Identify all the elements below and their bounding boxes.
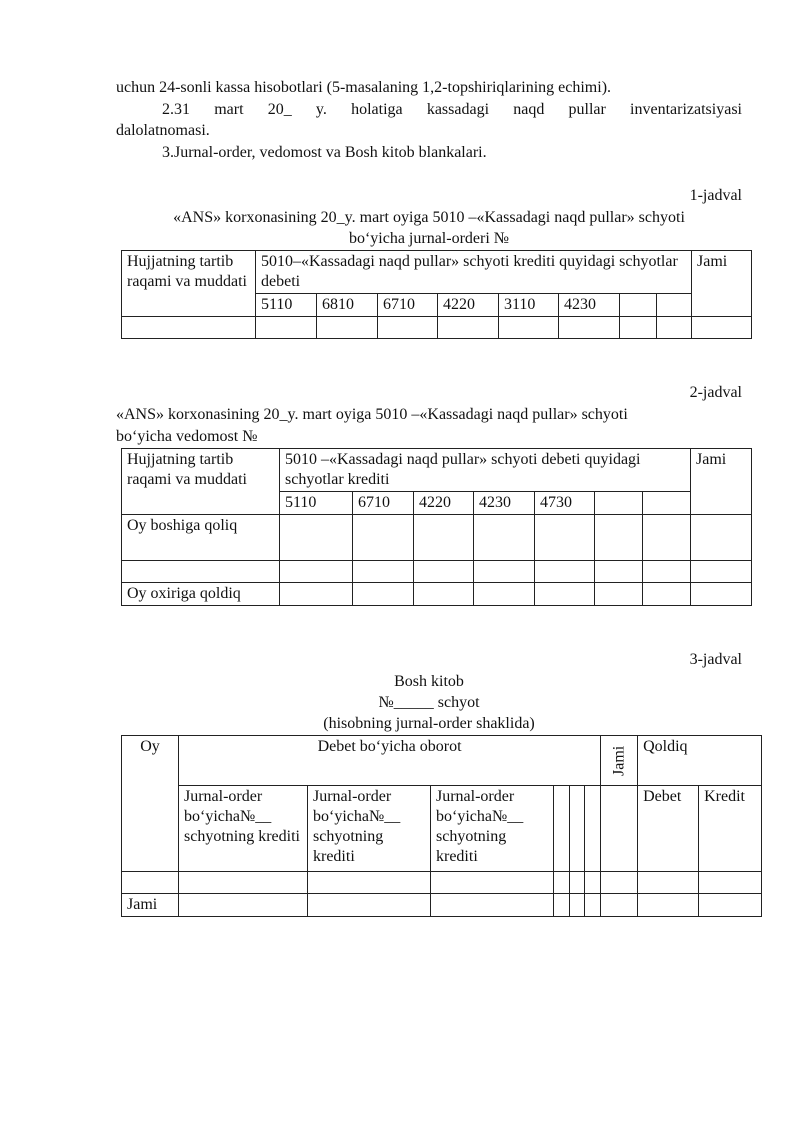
- empty-cell: [699, 872, 762, 894]
- account-header: [657, 294, 692, 317]
- empty-cell: [595, 515, 643, 561]
- empty-cell: [699, 894, 762, 917]
- empty-cell: [554, 872, 570, 894]
- total-header: Jami: [601, 736, 638, 786]
- empty-cell: [474, 561, 535, 583]
- empty-cell: [179, 894, 308, 917]
- empty-cell: [535, 515, 595, 561]
- empty-cell: [601, 786, 638, 872]
- opening-balance-label: Oy boshiga qoliq: [122, 515, 280, 561]
- empty-cell: [554, 894, 570, 917]
- table3-title-line-1: Bosh kitob: [394, 673, 464, 690]
- account-header: [620, 294, 657, 317]
- table1-title-line-1: «ANS» korxonasining 20_y. mart oyiga 5010 –«Kassadagi naqd pullar» schyoti: [173, 209, 685, 226]
- document-number-header: Hujjatning tartib raqami va muddati: [122, 251, 256, 317]
- empty-cell: [122, 317, 256, 339]
- table-row: [122, 872, 762, 894]
- table2-title-line-2: bo‘yicha vedomost №: [116, 428, 258, 445]
- account-header: 3110: [499, 294, 559, 317]
- empty-cell: [691, 561, 752, 583]
- empty-cell: [280, 561, 353, 583]
- total-header: Jami: [691, 449, 752, 515]
- empty-cell: [643, 583, 691, 606]
- journal-order-credit-header: Jurnal-order bo‘yicha№__ schyotning krediti: [179, 786, 308, 872]
- empty-cell: [431, 872, 554, 894]
- table-row: [122, 515, 752, 561]
- table1-title-line-2: bo‘yicha jurnal-orderi №: [348, 230, 510, 247]
- empty-cell: [570, 872, 585, 894]
- empty-cell: [535, 583, 595, 606]
- empty-cell: [179, 872, 308, 894]
- table3-title-line-3: (hisobning jurnal-order shaklida): [323, 715, 535, 732]
- table3-title-line-2: №_____ schyot: [378, 694, 480, 711]
- empty-cell: [122, 561, 280, 583]
- account-header: 4220: [438, 294, 499, 317]
- general-ledger-table: [121, 735, 762, 917]
- month-header: Oy: [122, 736, 179, 872]
- credit-group-header: 5010–«Kassadagi naqd pullar» schyoti krediti quyidagi schyotlar debeti: [256, 251, 692, 294]
- debit-group-header: 5010 –«Kassadagi naqd pullar» schyoti debeti quyidagi schyotlar krediti: [280, 449, 691, 492]
- account-header: 4220: [414, 492, 474, 515]
- empty-cell: [414, 515, 474, 561]
- account-header: 6710: [378, 294, 438, 317]
- empty-cell: [474, 583, 535, 606]
- empty-cell: [256, 317, 317, 339]
- account-header: 5110: [280, 492, 353, 515]
- table3-label: 3-jadval: [689, 651, 742, 668]
- empty-cell: [585, 786, 601, 872]
- intro-line-3: dalolatnomasi.: [116, 122, 210, 139]
- empty-cell: [570, 786, 585, 872]
- empty-cell: [601, 872, 638, 894]
- vedomost-table: [121, 448, 752, 606]
- empty-cell: [280, 515, 353, 561]
- empty-cell: [601, 894, 638, 917]
- empty-cell: [595, 561, 643, 583]
- empty-cell: [570, 894, 585, 917]
- total-header: Jami: [692, 251, 752, 317]
- account-header: 4730: [535, 492, 595, 515]
- debit-turnover-header: Debet bo‘yicha oborot: [179, 736, 601, 786]
- empty-cell: [643, 515, 691, 561]
- total-row-label: Jami: [122, 894, 179, 917]
- intro-line-1: uchun 24-sonli kassa hisobotlari (5-masalaning 1,2-topshiriqlarining echimi).: [116, 79, 612, 96]
- empty-cell: [308, 894, 431, 917]
- empty-cell: [122, 872, 179, 894]
- empty-cell: [620, 317, 657, 339]
- table2-title-line-1: «ANS» korxonasining 20_y. mart oyiga 5010 –«Kassadagi naqd pullar» schyoti: [116, 406, 628, 423]
- journal-order-credit-header: Jurnal-order bo‘yicha№__ schyotning krediti: [431, 786, 554, 872]
- empty-cell: [308, 872, 431, 894]
- empty-cell: [559, 317, 620, 339]
- closing-balance-label: Oy oxiriga qoldiq: [122, 583, 280, 606]
- intro-line-4: 3.Jurnal-order, vedomost va Bosh kitob blankalari.: [162, 144, 487, 161]
- account-header: 6810: [317, 294, 378, 317]
- empty-cell: [499, 317, 559, 339]
- account-header: 6710: [353, 492, 414, 515]
- empty-cell: [638, 872, 699, 894]
- account-header: 5110: [256, 294, 317, 317]
- empty-cell: [474, 515, 535, 561]
- credit-header: Kredit: [699, 786, 762, 872]
- empty-cell: [378, 317, 438, 339]
- debit-header: Debet: [638, 786, 699, 872]
- empty-cell: [585, 894, 601, 917]
- empty-cell: [431, 894, 554, 917]
- empty-cell: [691, 515, 752, 561]
- empty-cell: [691, 583, 752, 606]
- empty-cell: [535, 561, 595, 583]
- empty-cell: [353, 515, 414, 561]
- table-row: [122, 561, 752, 583]
- empty-cell: [595, 583, 643, 606]
- empty-cell: [585, 872, 601, 894]
- empty-cell: [692, 317, 752, 339]
- document-number-header: Hujjatning tartib raqami va muddati: [122, 449, 280, 515]
- empty-cell: [353, 583, 414, 606]
- empty-cell: [643, 561, 691, 583]
- journal-order-table: [121, 250, 752, 339]
- empty-cell: [280, 583, 353, 606]
- account-header: [643, 492, 691, 515]
- intro-line-2: 2.31 mart 20_ y. holatiga kassadagi naqd pullar inventarizatsiyasi: [162, 101, 742, 118]
- table-row: [122, 894, 762, 917]
- table-row: [122, 317, 752, 339]
- empty-cell: [554, 786, 570, 872]
- balance-header: Qoldiq: [638, 736, 762, 786]
- empty-cell: [317, 317, 378, 339]
- empty-cell: [414, 583, 474, 606]
- empty-cell: [353, 561, 414, 583]
- account-header: 4230: [474, 492, 535, 515]
- empty-cell: [438, 317, 499, 339]
- table1-label: 1-jadval: [689, 187, 742, 204]
- journal-order-credit-header: Jurnal-order bo‘yicha№__ schyotning krediti: [308, 786, 431, 872]
- table2-label: 2-jadval: [689, 384, 742, 401]
- empty-cell: [414, 561, 474, 583]
- empty-cell: [657, 317, 692, 339]
- table-row: [122, 583, 752, 606]
- account-header: [595, 492, 643, 515]
- empty-cell: [638, 894, 699, 917]
- account-header: 4230: [559, 294, 620, 317]
